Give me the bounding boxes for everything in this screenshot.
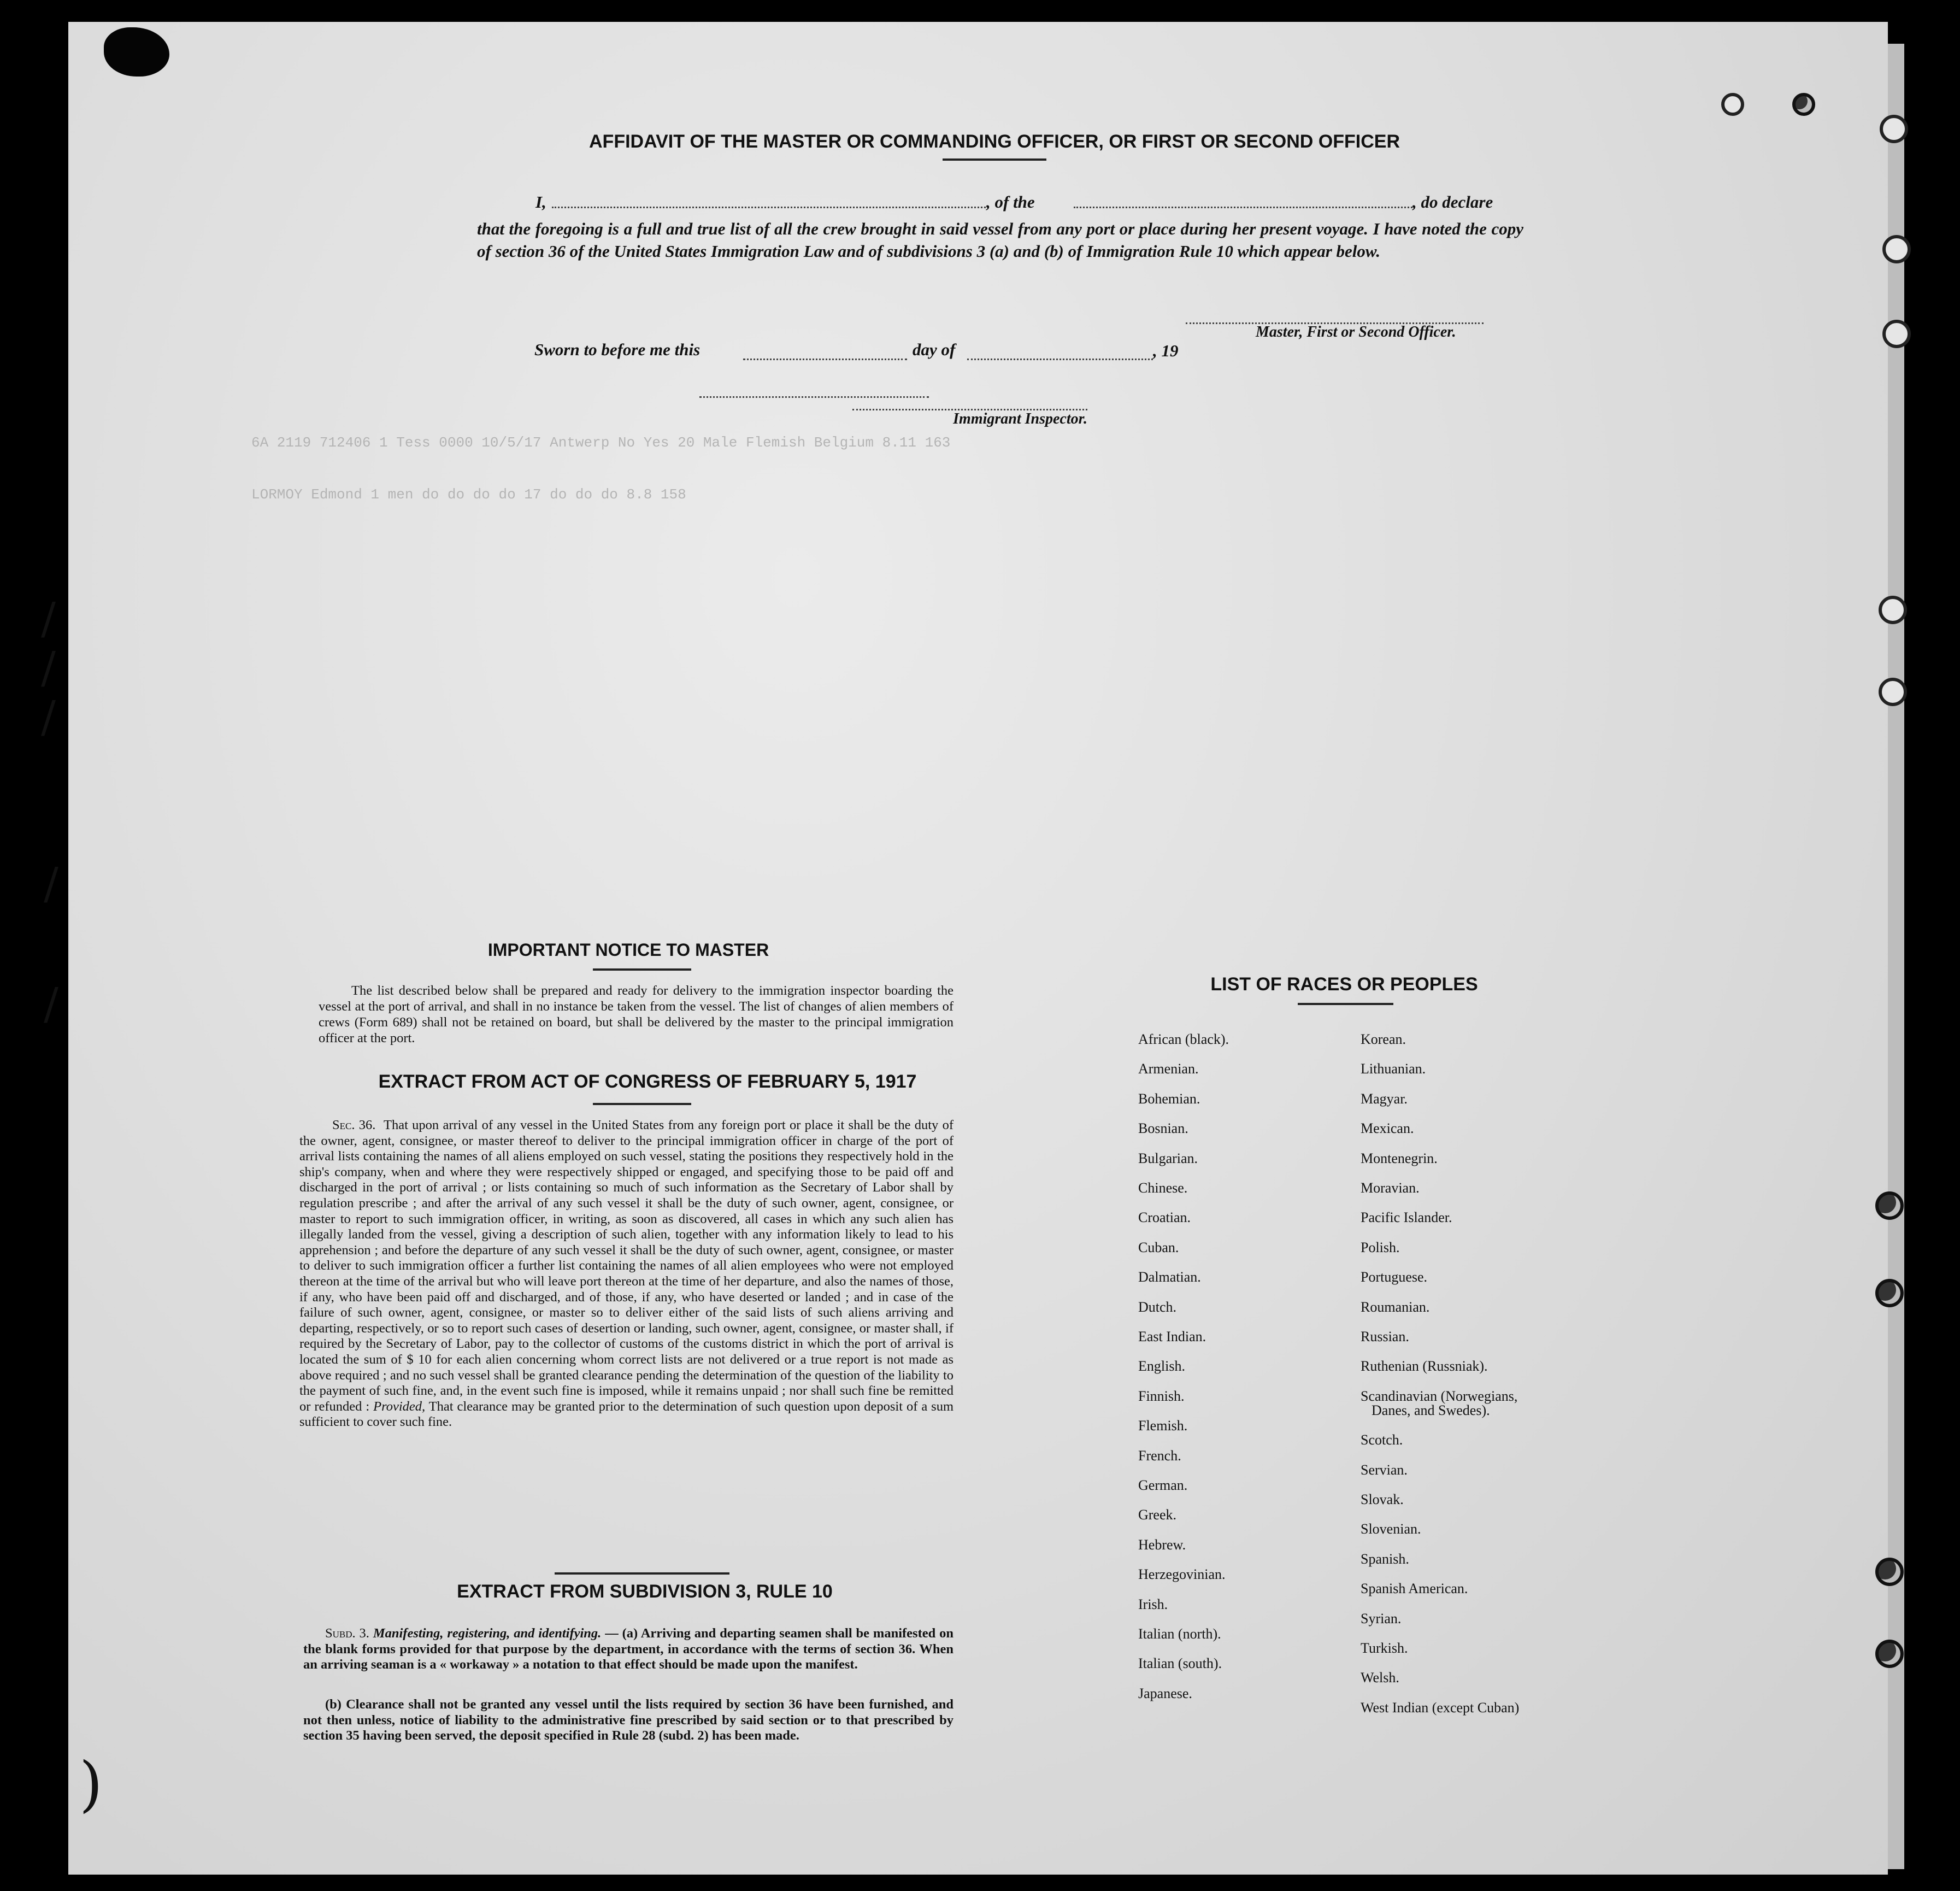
tick-mark: )	[79, 1749, 103, 1819]
race-item: Turkish.	[1361, 1640, 1408, 1656]
race-item: Croatian.	[1138, 1209, 1191, 1226]
rule-part-b: (b) Clearance shall not be granted any vessel until the lists required by section 36 have been furnished, and not then unless, notice of liability to the administrative fine prescribed by said section or to that prescribed by section 35 having been served, the deposit specified in Rule 28 (subd. 2) has been made.	[303, 1697, 953, 1743]
race-item: Welsh.	[1361, 1670, 1399, 1686]
sworn-label: Sworn to before me this	[534, 340, 701, 359]
race-item: Mexican.	[1361, 1120, 1414, 1137]
race-item: Dalmatian.	[1138, 1269, 1201, 1285]
race-item: Spanish American.	[1361, 1581, 1468, 1597]
race-item: Lithuanian.	[1361, 1061, 1426, 1077]
binder-hole	[1721, 93, 1744, 116]
tick-mark: /	[44, 978, 58, 1029]
race-item: Japanese.	[1138, 1685, 1192, 1701]
race-item: English.	[1138, 1358, 1185, 1375]
binder-hole	[1879, 596, 1907, 624]
binder-hole	[1879, 678, 1907, 706]
race-item: Slovenian.	[1361, 1521, 1421, 1537]
affidavit-body: that the foregoing is a full and true list of all the crew brought in said vessel from any port or place during her present voyage. I have noted the copy of section 36 of the United States Immigration Law and of subdivisions 3 (a) and (b) of Immigration Rule 10 which appear below.	[477, 219, 1523, 261]
act-text: That upon arrival of any vessel in the United States from any foreign port or place it shall be the duty of the owner, agent, consignee, or master thereof to deliver to the principal immigration officer in charge of the port of arrival lists containing the names of all aliens employed on such vessel, stating the positions they respectively hold in the ship's company, when and where they were respectively shipped or engaged, and specifying those to be paid off and discharged in the port of arrival ; or lists containing so much of such information as the Secretary of Labor shall by regulation prescribe ; and after the arrival of any such vessel it shall be the duty of such owner, agent, consignee, or master to report to such immigration officer, in writing, as soon as discovered, all cases in which any such alien has illegally landed from the vessel, giving a description of such alien, together with any information likely to lead to his apprehension ; and before the departure of any such vessel it shall be the duty of such owner, agent, consignee, or master to deliver to such immigration officer a further list containing the names of all alien employees who were not employed thereon at the time of the arrival but who will leave port thereon at the time of her departure, and also the names of those, if any, who have been paid off and discharged, and of those, if any, who have deserted or landed ; and in case of the failure of such owner, agent, consignee, or master so to deliver either of the said lists of such aliens arriving and departing, respectively, or so to report such cases of desertion or landing, such owner, agent, consignee, or master shall, if required by the Secretary of Labor, pay to the collector of customs of the customs district in which the port of arrival is located the sum of $ 10 for each alien concerning whom correct lists are not delivered or a true report is not made as above required ; and no such vessel shall be granted clearance pending the determination of the question of the liability to the payment of such fine, and, in the event such fine is imposed, while it remains unpaid ; nor shall such fine be remitted or refunded :	[299, 1118, 953, 1414]
act-body	[299, 1118, 953, 1430]
faint-row: 6A 2119 712406 1 Tess 0000 10/5/17 Antwerp No Yes 20 Male Flemish Belgium 8.11 163	[251, 434, 951, 451]
binder-hole	[1882, 320, 1911, 348]
provided-text: That clearance may be granted prior to the determination of such question upon deposit of a sum sufficient to cover such fine.	[299, 1399, 953, 1430]
divider	[1298, 1003, 1393, 1005]
divider	[943, 158, 1046, 161]
race-item: Bohemian.	[1138, 1090, 1200, 1107]
affidavit-title: AFFIDAVIT OF THE MASTER OR COMMANDING OFFICER, OR FIRST OR SECOND OFFICER	[589, 131, 1400, 152]
race-item: Russian.	[1361, 1329, 1409, 1344]
race-item: French.	[1138, 1447, 1181, 1464]
race-item: Magyar.	[1361, 1090, 1408, 1107]
month-blank[interactable]	[967, 359, 1153, 360]
divider	[555, 1572, 729, 1575]
race-item: Korean.	[1361, 1031, 1406, 1047]
race-item: Polish.	[1361, 1239, 1400, 1255]
race-item: Syrian.	[1361, 1610, 1402, 1626]
binder-hole	[1792, 93, 1815, 116]
race-item: Roumanian.	[1361, 1299, 1430, 1315]
binder-hole	[1882, 235, 1911, 263]
race-item: Portuguese.	[1361, 1269, 1428, 1285]
race-item: Scotch.	[1361, 1432, 1403, 1448]
binder-hole	[1875, 1558, 1904, 1586]
race-item: Irish.	[1138, 1596, 1168, 1612]
race-item: Montenegrin.	[1361, 1150, 1438, 1166]
binder-hole	[1875, 1640, 1904, 1668]
race-item: Armenian.	[1138, 1061, 1199, 1077]
section-label: Sec. 36.	[332, 1118, 376, 1132]
provided-label: Provided,	[373, 1399, 426, 1414]
part-a-text: — (a) Arriving and departing seamen shall be manifested on the blank forms provided for that purpose by the department, in accordance with the terms of section 36. When an arriving seaman is a « workaway » a notation to that effect should be made upon the manifest.	[303, 1626, 954, 1672]
rule-title: EXTRACT FROM SUBDIVISION 3, RULE 10	[457, 1581, 833, 1602]
act-title: EXTRACT FROM ACT OF CONGRESS OF FEBRUARY 5, 1917	[378, 1071, 917, 1092]
race-item: East Indian.	[1138, 1329, 1206, 1344]
tick-mark: /	[44, 858, 58, 909]
race-item: Dutch.	[1138, 1299, 1177, 1315]
race-item: Spanish.	[1361, 1551, 1409, 1567]
binder-hole	[1875, 1279, 1904, 1307]
page-edge	[1888, 44, 1904, 1869]
i-label: I,	[535, 192, 546, 212]
race-item: Finnish.	[1138, 1388, 1185, 1404]
race-item: Danes, and Swedes).	[1372, 1402, 1490, 1418]
tick-mark: /	[41, 691, 56, 742]
day-of-label: day of	[913, 340, 956, 359]
day-blank[interactable]	[743, 359, 907, 360]
race-item: Greek.	[1138, 1507, 1177, 1523]
name-blank[interactable]	[552, 207, 989, 208]
tick-mark: /	[41, 593, 56, 644]
faint-row: LORMOY Edmond 1 men do do do do 17 do do do 8.8 158	[251, 486, 686, 503]
race-item: Servian.	[1361, 1461, 1408, 1478]
race-item: African (black).	[1138, 1031, 1229, 1047]
year-label: , 19	[1153, 341, 1179, 360]
master-caption: Master, First or Second Officer.	[1256, 324, 1456, 340]
binder-hole	[1875, 1191, 1904, 1220]
race-item: Chinese.	[1138, 1180, 1188, 1196]
subd-heading: Manifesting, registering, and identifying.	[373, 1626, 602, 1641]
inspector-signature-blank[interactable]	[699, 396, 929, 398]
race-item: Bulgarian.	[1138, 1150, 1198, 1166]
race-item: Slovak.	[1361, 1491, 1404, 1507]
race-item: Flemish.	[1138, 1418, 1188, 1434]
rule-part-a	[303, 1626, 953, 1673]
race-item: Herzegovinian.	[1138, 1566, 1226, 1583]
race-item: Scandinavian (Norwegians,	[1361, 1388, 1518, 1404]
race-item: Bosnian.	[1138, 1120, 1188, 1137]
race-item: Ruthenian (Russniak).	[1361, 1358, 1488, 1375]
race-item: Moravian.	[1361, 1180, 1420, 1196]
binder-hole	[1880, 115, 1908, 143]
divider	[593, 968, 691, 971]
race-item: German.	[1138, 1477, 1188, 1493]
of-the-label: , of the	[986, 192, 1035, 212]
race-item: Pacific Islander.	[1361, 1209, 1452, 1226]
notice-title: IMPORTANT NOTICE TO MASTER	[487, 940, 769, 960]
race-item: Cuban.	[1138, 1239, 1179, 1255]
races-title: LIST OF RACES OR PEOPLES	[1210, 974, 1478, 995]
race-item: Italian (north).	[1138, 1626, 1221, 1642]
race-item: Hebrew.	[1138, 1536, 1186, 1553]
tick-mark: /	[41, 642, 56, 693]
divider	[593, 1103, 691, 1105]
race-item: Italian (south).	[1138, 1655, 1222, 1672]
notice-body: The list described below shall be prepared and ready for delivery to the immigration inspector boarding the vessel at the port of arrival, and shall in no instance be taken from the vessel. The list of changes of alien members of crews (Form 689) shall not be retained on board, but shall be delivered by the master to the principal immigration officer at the port.	[319, 983, 953, 1046]
do-declare-label: , do declare	[1412, 192, 1493, 212]
vessel-blank[interactable]	[1074, 207, 1412, 208]
subd-label: Subd. 3.	[325, 1626, 369, 1641]
inspector-caption: Immigrant Inspector.	[852, 409, 1087, 428]
race-item: West Indian (except Cuban)	[1361, 1699, 1520, 1716]
